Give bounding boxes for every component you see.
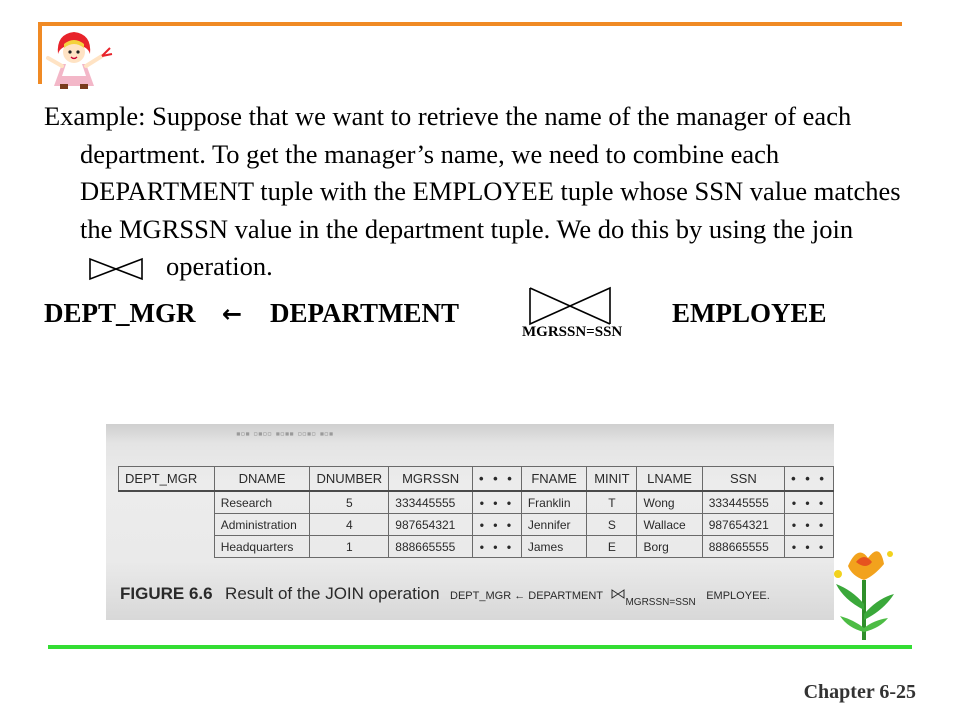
example-paragraph [44,98,914,286]
join-bowtie-icon [88,257,144,281]
scan-bleed-text: ▪▫▪ ▫▪▫▫ ▪▫▪▪ ▫▫▪▫ ▪▫▪ [236,426,334,441]
table-cell: 888665555 [702,536,784,558]
table-cell: Jennifer [521,514,586,536]
column-header: MINIT [587,467,637,492]
paragraph-text: Example: Suppose that we want to retrieve the name of the manager of each department. To get the manager’s name, we need to combine each DEPARTMENT tuple with the EMPLOYEE tuple whose SSN value matches the MGRSSN value in the department tuple. We do this by using the join [44,101,901,244]
caption-join-condition: MGRSSN=SSN [625,597,696,608]
result-table [118,466,834,558]
table-cell: Headquarters [214,536,310,558]
column-header: LNAME [637,467,702,492]
column-header: SSN [702,467,784,492]
table-cell: Franklin [521,491,586,514]
table-cell: • • • [785,491,834,514]
table-cell: 333445555 [389,491,473,514]
table-cell: 5 [310,491,389,514]
table-row [119,491,834,514]
table-cell: 1 [310,536,389,558]
column-header: DNUMBER [310,467,389,492]
table-row [119,536,834,558]
table-cell: E [587,536,637,558]
figure-caption [120,584,770,608]
figure-label: FIGURE 6.6 [120,584,213,603]
figure-scan [106,424,834,620]
table-cell: T [587,491,637,514]
equation-right-relation: EMPLOYEE [672,298,827,328]
table-cell: 333445555 [702,491,784,514]
equation-lhs: DEPT_MGR [44,298,196,328]
table-cell: Administration [214,514,310,536]
slide-footer: Chapter 6-25 [803,681,916,703]
column-header: DNAME [214,467,310,492]
table-cell: • • • [472,536,521,558]
bottom-green-rule [48,645,912,649]
table-cell: 987654321 [389,514,473,536]
join-bowtie-icon [528,286,612,326]
table-cell: Wallace [637,514,702,536]
table-cell: James [521,536,586,558]
table-header-row [119,467,834,492]
table-cell: 987654321 [702,514,784,536]
table-cell: Borg [637,536,702,558]
table-row [119,514,834,536]
table-cell: Research [214,491,310,514]
table-cell: S [587,514,637,536]
girl-mascot-icon [44,28,116,90]
join-condition: MGRSSN=SSN [522,324,623,340]
column-header: FNAME [521,467,586,492]
table-cell: 4 [310,514,389,536]
table-cell: • • • [785,514,834,536]
join-bowtie-icon [611,589,625,599]
relation-name: DEPT_MGR [119,467,215,492]
table-cell: • • • [472,514,521,536]
flower-icon [818,540,908,640]
table-cell: • • • [472,491,521,514]
table-cell: 888665555 [389,536,473,558]
column-header: • • • [785,467,834,492]
top-orange-rule [40,22,902,26]
table-cell: Wong [637,491,702,514]
paragraph-text-end: operation. [166,251,273,281]
left-orange-rule [38,22,42,84]
column-header: • • • [472,467,521,492]
assign-arrow: ← [222,300,243,328]
caption-expression-left: DEPT_MGR ← DEPARTMENT [450,590,604,602]
figure-caption-text: Result of the JOIN operation [225,584,440,603]
column-header: MGRSSN [389,467,473,492]
equation-left-relation: DEPARTMENT [270,298,460,328]
caption-expression-right: EMPLOYEE. [706,590,770,602]
table-cell: • • • [785,536,834,558]
